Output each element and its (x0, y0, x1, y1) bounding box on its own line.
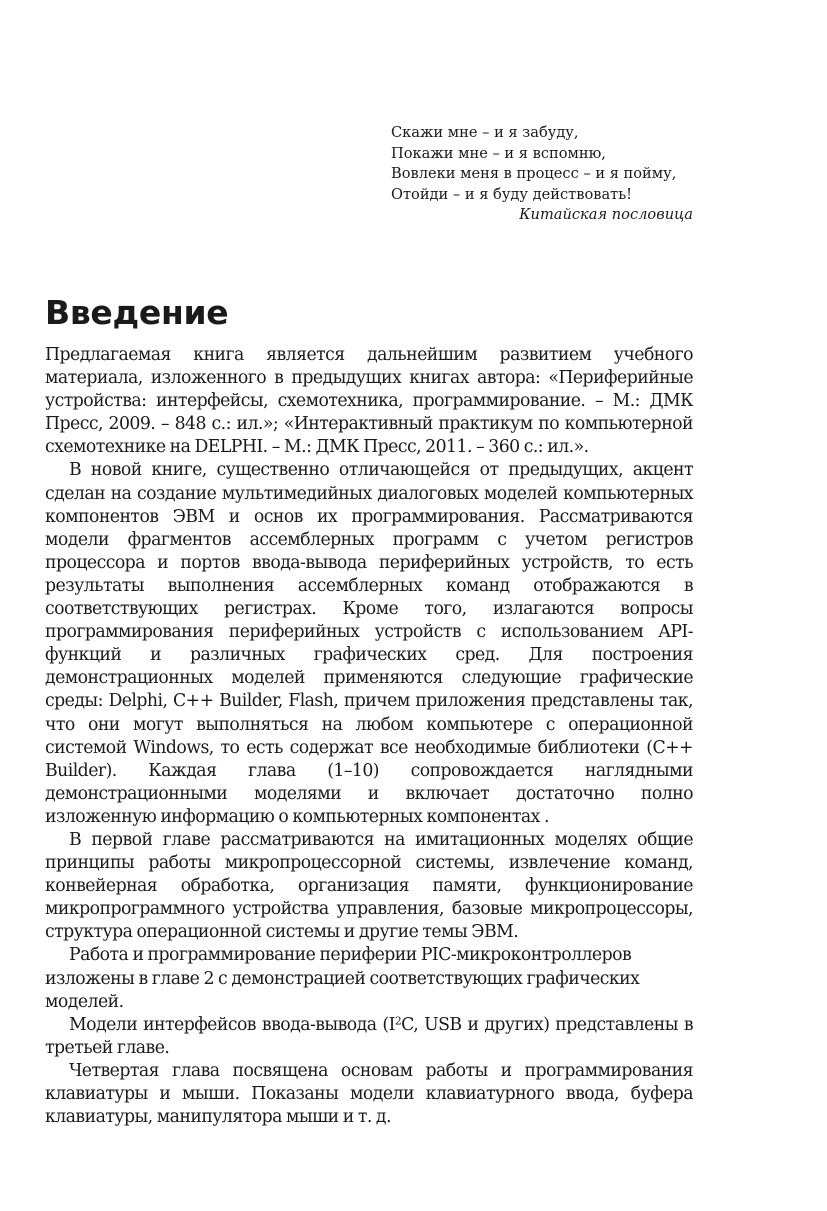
epigraph-line: Отойди – и я буду действовать! (391, 185, 633, 203)
epigraph-line: Вовлеки меня в процесс – и я пойму, (391, 165, 677, 182)
epigraph-attribution: Китайская пословица (519, 206, 693, 223)
paragraph-5 (45, 1014, 693, 1060)
body-text (45, 344, 693, 1129)
paragraph-2: В новой книге, существенно отличающейся от предыдущих, акцент сделан на создание мультимедийных диалоговых моделей компьютерных компонентов ЭВМ и основ их программирования. Рассматриваются модели фрагментов ассемблерных программ с учетом регистров процессора и портов ввода-вывода периферийных устройств, то есть результаты выполнения ассемблерных команд отображаются в соответствующих регистрах. Кроме того, излагаются вопросы программирования периферийных устройств с использованием API-функций и различных графических сред. Для построения демонстрационных моделей применяются следующие графические среды: Delphi, C++ Builder, Flash, причем приложения представлены так, что они могут выполняться на любом компьютере с операционной системой Windows, то есть содержат все необходимые библиотеки (C++ Builder). Каждая глава (1–10) сопровождается наглядными демонстрационными моделями и включает достаточно полно изложенную информацию о компьютерных компонентах . (45, 460, 693, 827)
paragraph-1: Предлагаемая книга является дальнейшим развитием учебного материала, изложенного в предыдущих книгах автора: «Периферийные устройства: интерфейсы, схемотехника, программирование. – М.: ДМК Пресс, 2009. – 848 с.: ил.»; «Интерактивный практикум по компьютерной схемотехнике на DELPHI. – М.: ДМК Пресс, 2011. – 360 с.: ил.». (45, 345, 693, 458)
paragraph-5-text-before: Модели интерфейсов ввода-вывода (I (69, 1014, 395, 1035)
chapter-title: Введение (45, 293, 229, 332)
paragraph-5-text-after: C, USB и других) представлены в третьей главе. (45, 1014, 693, 1058)
superscript-2: 2 (394, 1014, 402, 1028)
epigraph-line: Скажи мне – и я забуду, (391, 124, 579, 141)
paragraph-6: Четвертая глава посвящена основам работы и программирования клавиатуры и мыши. Показаны модели клавиатурного ввода, буфера клавиатуры, манипулятора мыши и т. д. (45, 1060, 693, 1128)
epigraph-line: Покажи мне – и я вспомню, (391, 144, 606, 162)
paragraph-4: Работа и программирование периферии PIC-микроконтроллеров изложены в главе 2 с демонстрацией соответствующих графических моделей. (45, 945, 640, 1012)
paragraph-3: В первой главе рассматриваются на имитационных моделях общие принципы работы микропроцессорной системы, извлечение команд, конвейерная обработка, организация памяти, функционирование микропрограммного устройства управления, базовые микропроцессоры, структура операционной системы и другие темы ЭВМ. (45, 829, 693, 943)
epigraph (391, 123, 701, 226)
